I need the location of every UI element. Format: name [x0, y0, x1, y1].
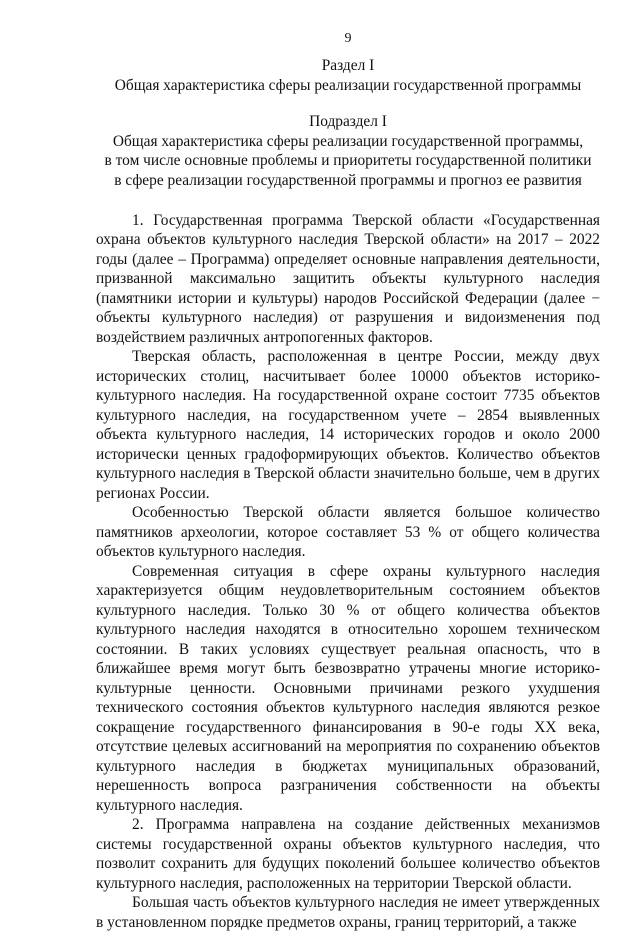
document-page — [96, 0, 600, 932]
paragraph: 2. Программа направлена на создание действенных механизмов системы государственной охраны объектов культурного наследия, что позволит сохранить для будущих поколений большее количество объектов культурного наследия, расположенных на территории Тверской области. — [96, 816, 600, 892]
subsection-line: Общая характеристика сферы реализации государственной программы, — [112, 132, 584, 150]
section-subtitle: Общая характеристика сферы реализации государственной программы — [114, 76, 582, 94]
subsection-line: в том числе основные проблемы и приоритеты государственной политики — [104, 152, 592, 170]
section-title: Раздел I — [321, 57, 375, 74]
document-body — [96, 211, 600, 932]
subsection-title: Подраздел I — [309, 113, 387, 131]
subsection-line: в сфере реализации государственной программы и прогноз ее развития — [114, 171, 582, 189]
paragraph: Большая часть объектов культурного наследия не имеет утвержденных в установленном порядке предметов охраны, границ территорий, а также — [96, 894, 600, 931]
page-number: 9 — [344, 31, 352, 46]
section-heading — [96, 56, 600, 95]
paragraph: 1. Государственная программа Тверской области «Государственная охрана объектов культурного наследия Тверской области» на 2017 – 2022 годы (далее – Программа) определяет основные направления деятельности, призванной максимально защитить объекты культурного наследия (памятники истории и культуры) народов Российской Федерации (далее − объекты культурного наследия) от разрушения и видоизменения под воздействием различных антропогенных факторов. — [96, 211, 600, 346]
paragraph: Особенностью Тверской области является большое количество памятников археологии, которое составляет 53 % от общего количества объектов культурного наследия. — [96, 504, 600, 561]
paragraph: Тверская область, расположенная в центре России, между двух исторических столиц, насчитывает более 10000 объектов историко-культурного наследия. На государственной охране состоит 7735 объектов культурного наследия, на государственном учете – 2854 выявленных объекта культурного наследия, 14 исторических городов и около 2000 исторически ценных градоформирующих объектов. Количество объектов культурного наследия в Тверской области значительно больше, чем в других регионах России. — [96, 348, 600, 502]
subsection-heading — [96, 112, 600, 190]
paragraph: Современная ситуация в сфере охраны культурного наследия характеризуется общим неудовлетворительным состоянием объектов культурного наследия. Только 30 % от общего количества объектов культурного наследия находятся в относительно хорошем техническом состоянии. В таких условиях существует реальная опасность, что в ближайшее время могут быть безвозвратно утрачены многие историко-культурные ценности. Основными причинами резкого ухудшения технического состояния объектов культурного наследия являются резкое сокращение государственного финансирования в 90-е годы XX века, отсутствие целевых ассигнований на мероприятия по сохранению объектов культурного наследия в бюджетах муниципальных образований, нерешенность вопроса разграничения собственности на объекты культурного наследия. — [96, 562, 600, 814]
